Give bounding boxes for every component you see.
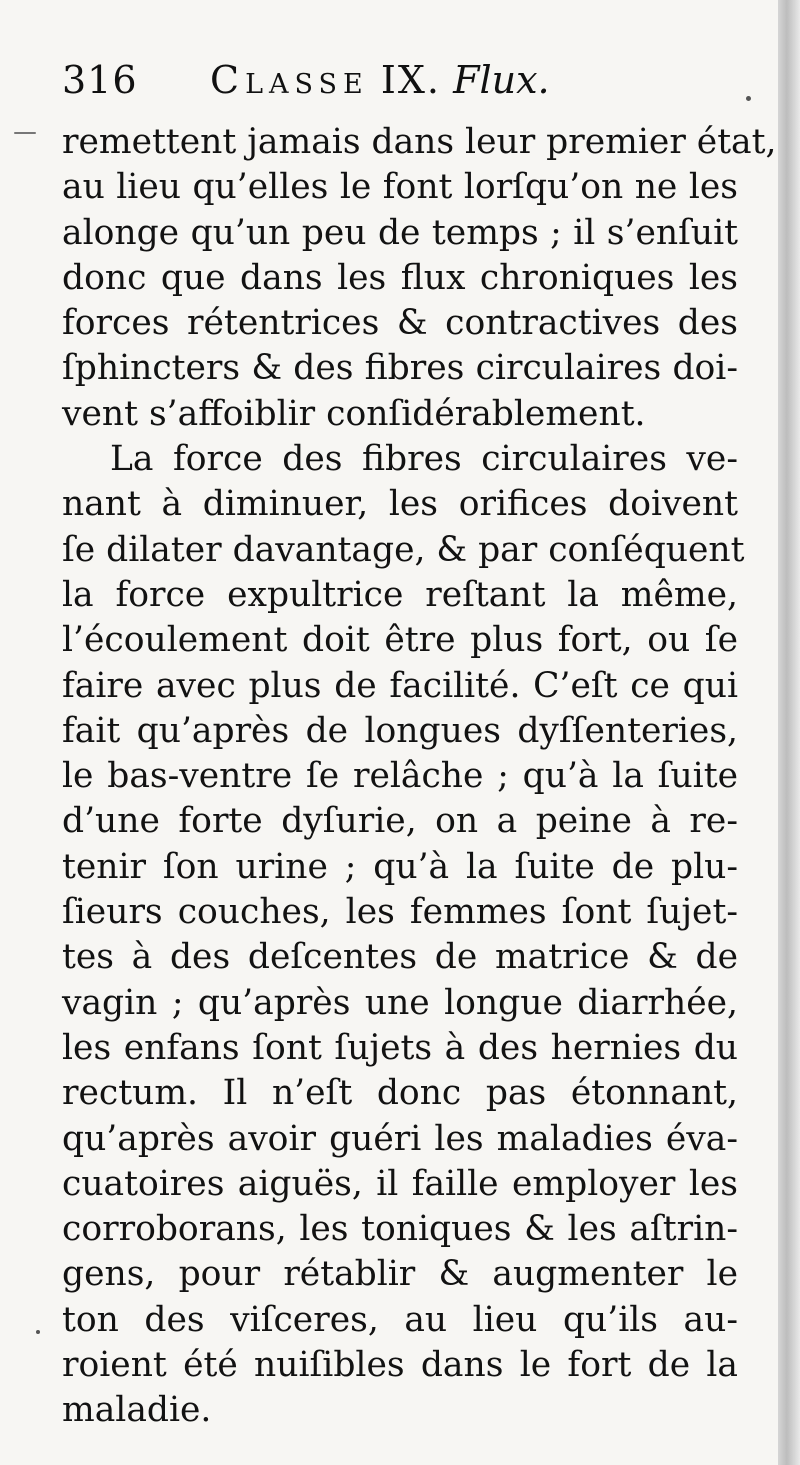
text-line: remettent jamais dans leur premier état,: [62, 122, 777, 162]
text-line: donc que dans les flux chroniques les: [62, 257, 738, 298]
text-line: cuatoires aiguës, il faille employer les: [62, 1163, 738, 1204]
page-header: [62, 58, 742, 110]
text-line: vagin ; qu’après une longue diarrhée,: [62, 982, 738, 1023]
running-head-class-number: IX.: [380, 58, 441, 102]
text-line: ſphincters & des fibres circulaires doi-: [62, 348, 738, 389]
text-line: qu’après avoir guéri les maladies éva-: [62, 1118, 738, 1159]
text-line: au lieu qu’elles le font lorſqu’on ne les: [62, 167, 738, 208]
text-line: ſe dilater davantage, & par conſéquent: [62, 529, 745, 570]
text-line: la force expultrice reſtant la même,: [62, 574, 738, 615]
text-line: ton des viſceres, au lieu qu’ils au-: [62, 1299, 738, 1340]
text-line: ſieurs couches, les femmes ſont ſujet-: [62, 892, 738, 933]
running-head-classe: Classe: [210, 58, 369, 102]
page-gutter: [778, 0, 800, 1465]
text-line: tenir ſon urine ; qu’à la ſuite de plu-: [62, 846, 738, 887]
print-speck: [746, 96, 751, 101]
text-line: forces rétentrices & contractives des: [62, 303, 738, 344]
text-line: alonge qu’un peu de temps ; il s’enſuit: [62, 212, 738, 253]
text-line: fait qu’après de longues dyſſenteries,: [62, 710, 738, 751]
body-text: [62, 120, 777, 1434]
text-line: tes à des deſcentes de matrice & de: [62, 937, 738, 978]
text-line: nant à diminuer, les orifices doivent: [62, 484, 738, 525]
page-number: 316: [62, 58, 138, 102]
text-line: vent s’affoiblir conſidérablement.: [62, 393, 646, 434]
text-line: l’écoulement doit être plus fort, ou ſe: [62, 620, 738, 661]
print-speck: [36, 1330, 40, 1334]
text-line: maladie.: [62, 1390, 212, 1431]
text-line: roient été nuiſibles dans le fort de la: [62, 1345, 738, 1386]
text-line: corroborans, les toniques & les aſtrin-: [62, 1209, 738, 1250]
text-line: le bas-ventre ſe relâche ; qu’à la ſuite: [62, 756, 738, 797]
text-line: gens, pour rétablir & augmenter le: [62, 1254, 738, 1295]
running-head: [210, 58, 550, 102]
text-line: rectum. Il n’eſt donc pas étonnant,: [62, 1073, 738, 1114]
text-line: d’une forte dyſurie, on a peine à re-: [62, 801, 738, 842]
running-head-flux: Flux.: [453, 58, 550, 102]
text-line: faire avec plus de facilité. C’eſt ce qui: [62, 665, 738, 706]
text-line: La force des fibres circulaires ve-: [110, 439, 738, 480]
text-line: les enfans ſont ſujets à des hernies du: [62, 1027, 738, 1068]
print-speck: [14, 132, 36, 134]
